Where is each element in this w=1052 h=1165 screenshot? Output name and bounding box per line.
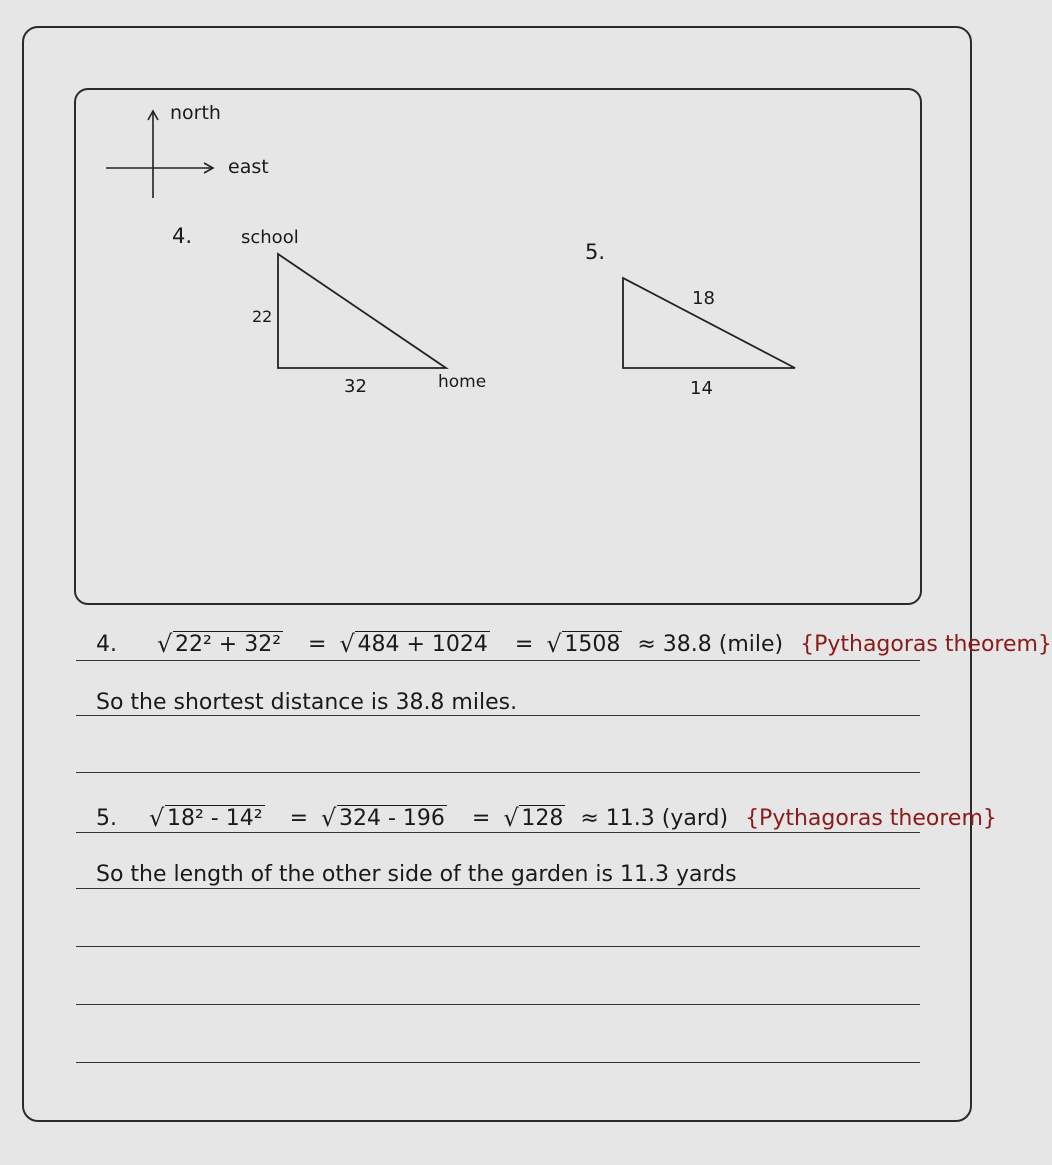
answer-4-equation: 4. √ 22² + 32² = √ 484 + 1024 = √ 1508 ≈ 38.8 (mile) {Pythagoras theorem} — [96, 632, 1052, 657]
answer-4-number: 4. — [96, 632, 117, 657]
school-label: school — [241, 227, 299, 248]
figure-4-number: 4. — [172, 224, 193, 248]
radical-484-1024: √ 484 + 1024 — [343, 632, 489, 657]
radical-128: √ 128 — [507, 806, 565, 831]
answer-4-note: {Pythagoras theorem} — [800, 632, 1052, 657]
rule-line — [76, 772, 920, 773]
rule-line — [76, 946, 920, 947]
rule-line — [76, 1062, 920, 1063]
rule-line — [76, 832, 920, 833]
radical-1508: √ 1508 — [550, 632, 622, 657]
radical-22-32: √ 22² + 32² — [161, 632, 283, 657]
answer-5-approx: ≈ 11.3 (yard) — [580, 806, 729, 831]
answer-5-equation: 5. √ 18² - 14² = √ 324 - 196 = √ 128 ≈ 11.3 (yard) {Pythagoras theorem} — [96, 806, 997, 831]
answer-5-note: {Pythagoras theorem} — [745, 806, 997, 831]
north-label: north — [170, 102, 221, 124]
answer-5-number: 5. — [96, 806, 117, 831]
rule-line — [76, 888, 920, 889]
home-label: home — [438, 372, 487, 392]
side-32-label: 32 — [344, 376, 367, 397]
rule-line — [76, 660, 920, 661]
compass-icon — [106, 111, 213, 198]
side-14-label: 14 — [690, 378, 713, 399]
rule-line — [76, 1004, 920, 1005]
triangle-4 — [278, 254, 446, 368]
figure-5-number: 5. — [585, 240, 606, 264]
side-18-label: 18 — [692, 288, 715, 309]
radical-18-14: √ 18² - 14² — [153, 806, 265, 831]
rule-line — [76, 715, 920, 716]
answer-4-conclusion: So the shortest distance is 38.8 miles. — [96, 690, 518, 715]
radical-324-196: √ 324 - 196 — [325, 806, 447, 831]
side-22-label: 22 — [252, 307, 273, 326]
east-label: east — [228, 156, 269, 178]
answer-5-conclusion: So the length of the other side of the garden is 11.3 yards — [96, 862, 737, 887]
answer-4-approx: ≈ 38.8 (mile) — [637, 632, 784, 657]
